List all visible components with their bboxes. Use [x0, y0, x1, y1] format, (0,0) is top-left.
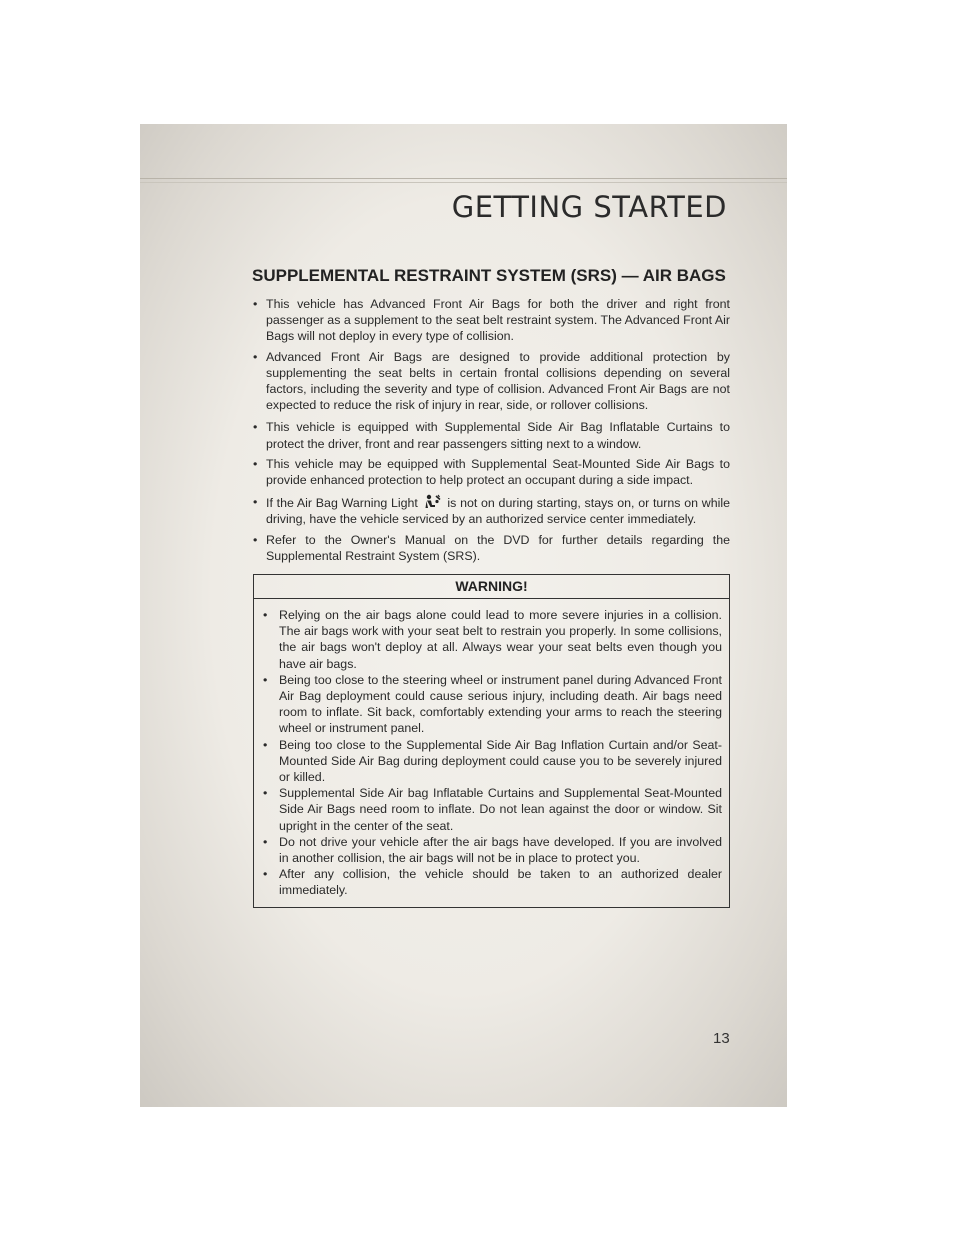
warning-box	[253, 574, 730, 908]
list-item: • Refer to the Owner's Manual on the DVD for further details regarding the Supplemental Restraint System (SRS).	[252, 532, 730, 564]
warning-item: • Supplemental Side Air bag Inflatable Curtains and Supplemental Seat-Mounted Side Air Bags need room to inflate. Do not lean against the door or window. Sit upright in the center of the seat.	[263, 785, 722, 834]
list-item: • This vehicle has Advanced Front Air Bags for both the driver and right front passenger as a supplement to the seat belt restraint system. The Advanced Front Air Bags will not deploy in every type of collision.	[252, 296, 730, 345]
manual-page	[140, 124, 787, 1107]
list-item: • This vehicle may be equipped with Supplemental Seat-Mounted Side Air Bags to provide enhanced protection to help protect an occupant during a side impact.	[252, 456, 730, 488]
chapter-title: GETTING STARTED	[451, 190, 727, 224]
warning-item: • Being too close to the Supplemental Side Air Bag Inflation Curtain and/or Seat-Mounted Side Air Bag during deployment could cause you to be severely injured or killed.	[263, 737, 722, 786]
warning-item: • Do not drive your vehicle after the air bags have developed. If you are involved in another collision, the air bags will not be in place to protect you.	[263, 834, 722, 866]
list-item-warning-light	[252, 494, 730, 527]
warning-item: • After any collision, the vehicle should be taken to an authorized dealer immediately.	[263, 866, 722, 898]
page-number: 13	[713, 1030, 730, 1047]
header-rule	[140, 178, 787, 179]
list-item: • This vehicle is equipped with Supplemental Side Air Bag Inflatable Curtains to protect the driver, front and rear passengers sitting next to a window.	[252, 419, 730, 451]
section-heading: SUPPLEMENTAL RESTRAINT SYSTEM (SRS) — AIR BAGS	[252, 266, 726, 285]
warning-light-text-after: is not on during starting, stays on, or turns on while driving, have the vehicle serviced by an authorized service center immediately.	[266, 496, 730, 527]
header-rule-secondary	[140, 182, 787, 183]
warning-item: • Being too close to the steering wheel or instrument panel during Advanced Front Air Bag deployment could cause serious injury, including death. Air bags need room to inflate. Sit back, comfortably extending your arms to reach the steering wheel or instrument panel.	[263, 672, 722, 737]
warning-item: • Relying on the air bags alone could lead to more severe injuries in a collision. The air bags work with your seat belt to restrain you properly. In some collisions, the air bags won't deploy at all. Always wear your seat belts even though you have air bags.	[263, 607, 722, 672]
srs-bullet-list	[252, 296, 730, 568]
list-item: • Advanced Front Air Bags are designed to provide additional protection by supplementing the seat belts in certain frontal collisions depending on several factors, including the severity and type of collision. Advanced Front Air Bags are not expected to reduce the risk of injury in rear, side, or rollover collisions.	[252, 349, 730, 414]
warning-title: WARNING!	[254, 575, 729, 599]
warning-light-text-before: If the Air Bag Warning Light	[266, 496, 418, 511]
airbag-warning-icon	[424, 494, 442, 510]
warning-list	[263, 607, 722, 899]
